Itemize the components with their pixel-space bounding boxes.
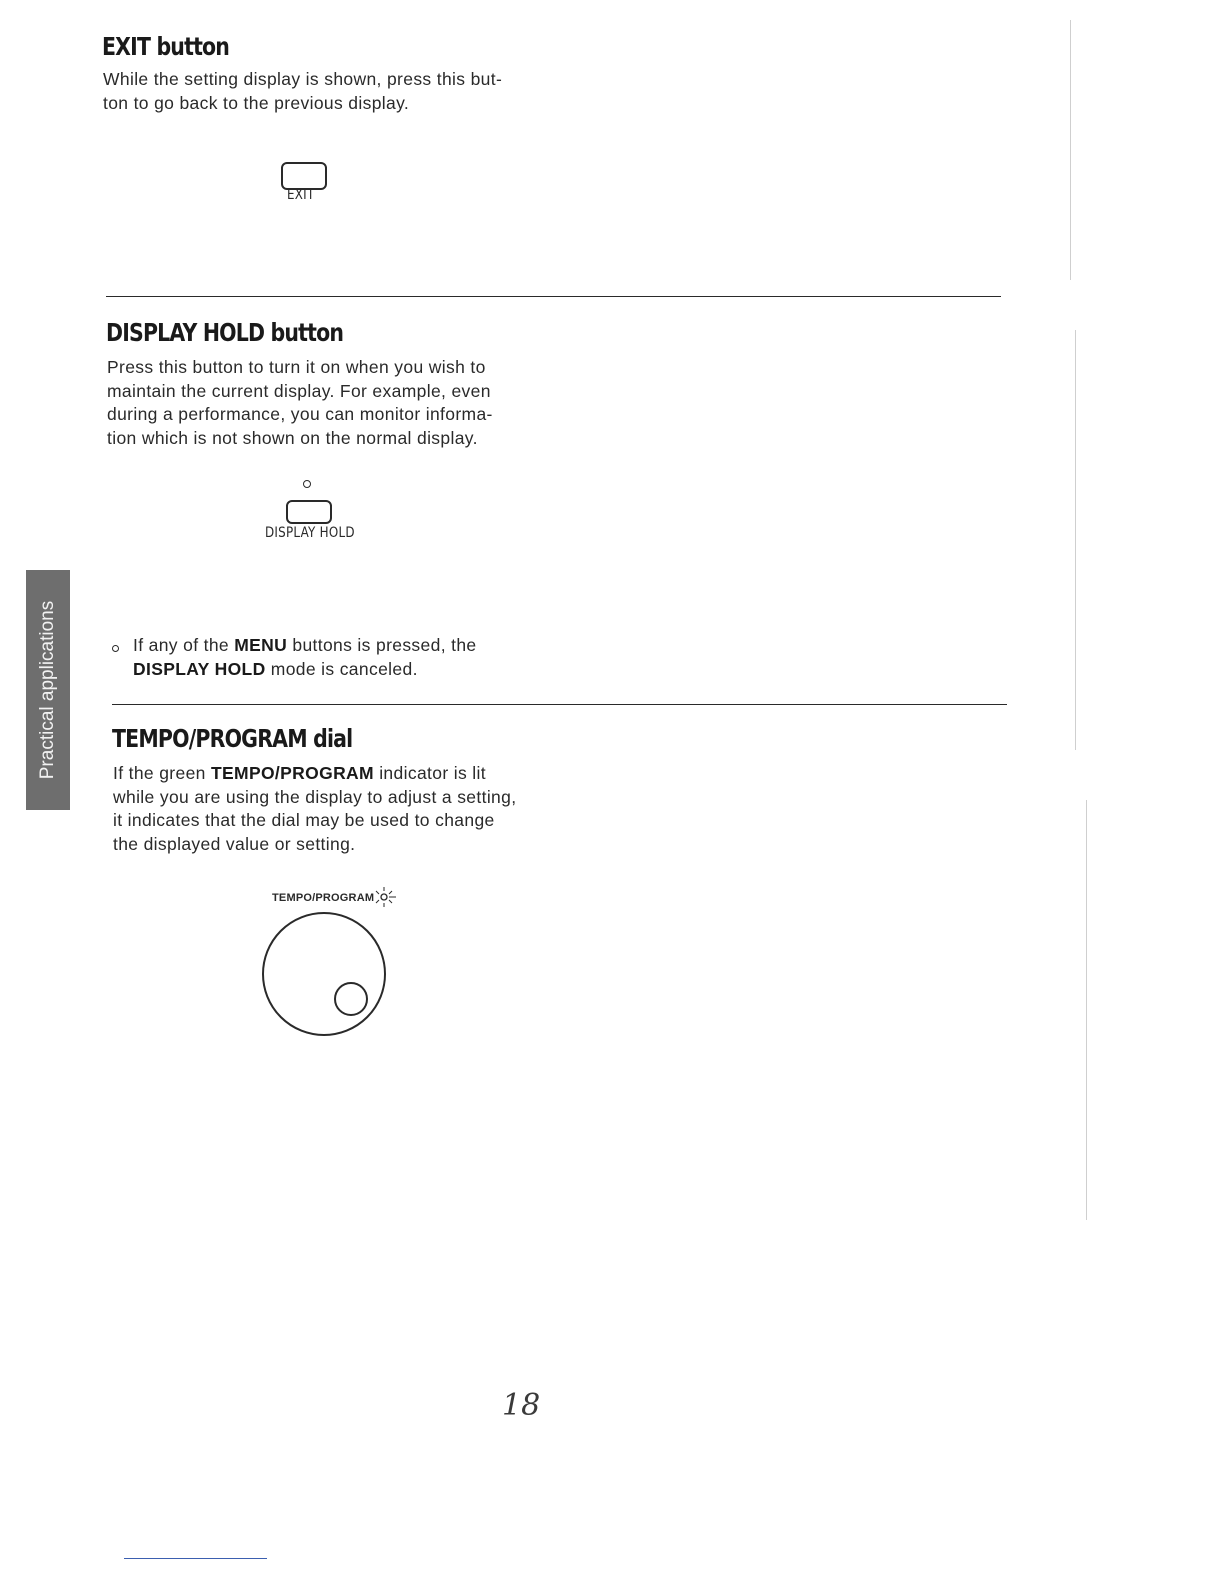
note-text-1: If any of the	[133, 635, 235, 655]
scan-edge-line	[1070, 20, 1071, 280]
bullet-icon	[112, 645, 119, 652]
display-hold-text-line-2: maintain the current display. For example, even	[107, 380, 491, 401]
note-text-3: mode is canceled.	[265, 658, 418, 679]
exit-description	[103, 68, 533, 115]
display-hold-text-line-4: tion which is not shown on the normal display.	[107, 427, 478, 448]
footer-line	[124, 1558, 267, 1559]
tempo-text-line-2: while you are using the display to adjust a setting,	[113, 786, 517, 807]
side-tab-label: Practical applications	[37, 600, 58, 780]
tempo-program-description	[113, 762, 553, 856]
note-menu-term: MENU	[234, 635, 288, 655]
tempo-program-dial-icon	[258, 908, 390, 1040]
display-hold-note	[133, 634, 553, 681]
display-hold-text-line-3: during a performance, you can monitor informa-	[107, 404, 493, 424]
indicator-led-icon	[303, 480, 311, 488]
display-hold-text-line-1: Press this button to turn it on when you wish to	[107, 357, 486, 377]
section-divider-1	[106, 296, 1001, 297]
display-hold-button-label: DISPLAY HOLD	[265, 525, 355, 541]
exit-text-line-2: ton to go back to the previous display.	[103, 92, 410, 113]
tempo-text-line-4: the displayed value or setting.	[113, 833, 356, 854]
display-hold-heading: DISPLAY HOLD button	[106, 318, 344, 347]
side-tab	[26, 570, 70, 810]
scan-edge-line	[1075, 330, 1076, 750]
tempo-text-1: If the green	[113, 763, 211, 783]
exit-button-label: EXIT	[287, 187, 315, 203]
display-hold-button-icon	[286, 500, 332, 524]
scan-edge-line	[1086, 800, 1087, 1220]
exit-button-icon	[281, 162, 327, 190]
tempo-text-line-3: it indicates that the dial may be used to change	[113, 810, 495, 830]
display-hold-description	[107, 356, 547, 450]
tempo-program-heading: TEMPO/PROGRAM dial	[112, 724, 353, 753]
exit-text-line-1: While the setting display is shown, press this but-	[103, 69, 503, 89]
page-number: 18	[502, 1388, 541, 1423]
note-text-2: buttons is pressed, the	[287, 635, 477, 655]
tempo-text-2: indicator is lit	[373, 763, 486, 783]
section-divider-2	[112, 704, 1007, 705]
tempo-program-term: TEMPO/PROGRAM	[210, 763, 374, 783]
lit-indicator-icon	[372, 884, 398, 910]
dial-label: TEMPO/PROGRAM	[272, 892, 375, 904]
exit-heading: EXIT button	[102, 32, 230, 61]
note-display-hold-term: DISPLAY HOLD	[133, 658, 266, 679]
